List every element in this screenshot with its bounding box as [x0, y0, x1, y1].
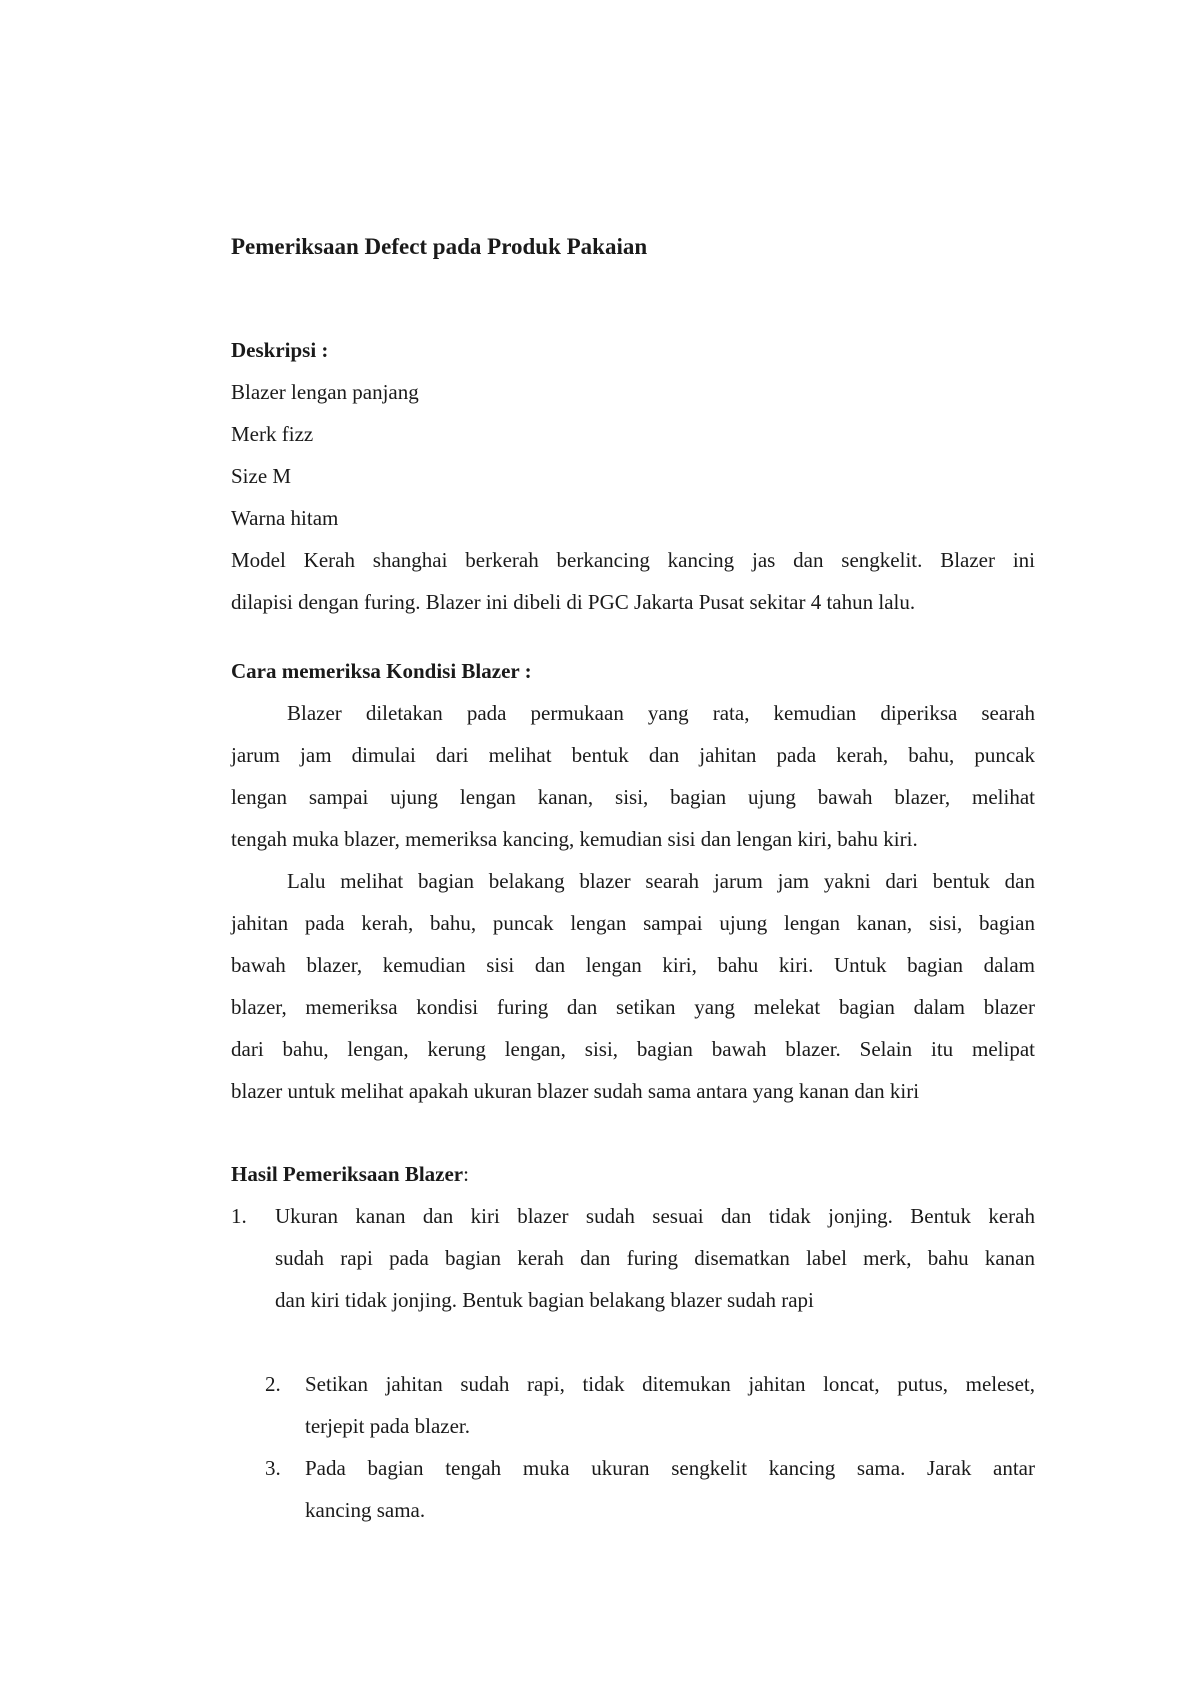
list-item-line: dan kiri tidak jonjing. Bentuk bagian belakang blazer sudah rapi: [275, 1288, 814, 1312]
deskripsi-model-line: dilapisi dengan furing. Blazer ini dibeli di PGC Jakarta Pusat sekitar 4 tahun lalu.: [231, 590, 916, 614]
list-item-line: terjepit pada blazer.: [305, 1414, 470, 1438]
deskripsi-section: [231, 329, 1035, 623]
cara-paragraph2-line: dari bahu, lengan, kerung lengan, sisi, bagian bawah blazer. Selain itu melipat: [231, 1037, 1035, 1061]
list-number: 3.: [265, 1456, 281, 1480]
deskripsi-model-line: Model Kerah shanghai berkerah berkancing kancing jas dan sengkelit. Blazer ini: [231, 548, 1035, 572]
cara-paragraph2-line: jahitan pada kerah, bahu, puncak lengan sampai ujung lengan kanan, sisi, bagian: [231, 911, 1035, 935]
hasil-heading-colon: :: [463, 1162, 469, 1186]
cara-paragraph2-line: blazer untuk melihat apakah ukuran blazer sudah sama antara yang kanan dan kiri: [231, 1079, 920, 1103]
list-item-line: Ukuran kanan dan kiri blazer sudah sesuai dan tidak jonjing. Bentuk kerah: [275, 1204, 1035, 1228]
hasil-section: [231, 1153, 1035, 1195]
deskripsi-line-color: Warna hitam: [231, 506, 339, 530]
cara-paragraph1-line: tengah muka blazer, memeriksa kancing, kemudian sisi dan lengan kiri, bahu kiri.: [231, 827, 918, 851]
hasil-list-item: [231, 1195, 1035, 1321]
cara-paragraph1-line: jarum jam dimulai dari melihat bentuk dan jahitan pada kerah, bahu, puncak: [231, 743, 1035, 767]
list-number: 2.: [265, 1372, 281, 1396]
cara-section: [231, 650, 1035, 1112]
cara-paragraph2-line: blazer, memeriksa kondisi furing dan setikan yang melekat bagian dalam blazer: [231, 995, 1035, 1019]
deskripsi-line-size: Size M: [231, 464, 292, 488]
cara-paragraph1-line: lengan sampai ujung lengan kanan, sisi, bagian ujung bawah blazer, melihat: [231, 785, 1035, 809]
cara-paragraph2-line: bawah blazer, kemudian sisi dan lengan kiri, bahu kiri. Untuk bagian dalam: [231, 953, 1035, 977]
hasil-heading-text: Hasil Pemeriksaan Blazer: [231, 1162, 464, 1186]
cara-paragraph2-line: Lalu melihat bagian belakang blazer searah jarum jam yakni dari bentuk dan: [287, 869, 1035, 893]
hasil-list-item: [231, 1447, 1035, 1531]
cara-paragraph1-line: Blazer diletakan pada permukaan yang rata, kemudian diperiksa searah: [287, 701, 1035, 725]
list-number: 1.: [231, 1204, 247, 1228]
deskripsi-heading: Deskripsi :: [231, 338, 329, 362]
hasil-heading: [231, 1153, 1035, 1195]
list-item-text: [305, 1447, 1035, 1531]
deskripsi-line-brand: Merk fizz: [231, 422, 314, 446]
deskripsi-line-type: Blazer lengan panjang: [231, 380, 419, 404]
cara-heading: Cara memeriksa Kondisi Blazer :: [231, 659, 532, 683]
list-item-line: Pada bagian tengah muka ukuran sengkelit kancing sama. Jarak antar: [305, 1456, 1035, 1480]
list-item-text: [305, 1363, 1035, 1447]
list-item-text: [275, 1195, 1035, 1321]
hasil-list-item: [231, 1363, 1035, 1447]
list-item-line: Setikan jahitan sudah rapi, tidak ditemukan jahitan loncat, putus, meleset,: [305, 1372, 1035, 1396]
document-title: Pemeriksaan Defect pada Produk Pakaian: [231, 234, 648, 259]
list-item-line: kancing sama.: [305, 1498, 426, 1522]
list-item-line: sudah rapi pada bagian kerah dan furing disematkan label merk, bahu kanan: [275, 1246, 1035, 1270]
